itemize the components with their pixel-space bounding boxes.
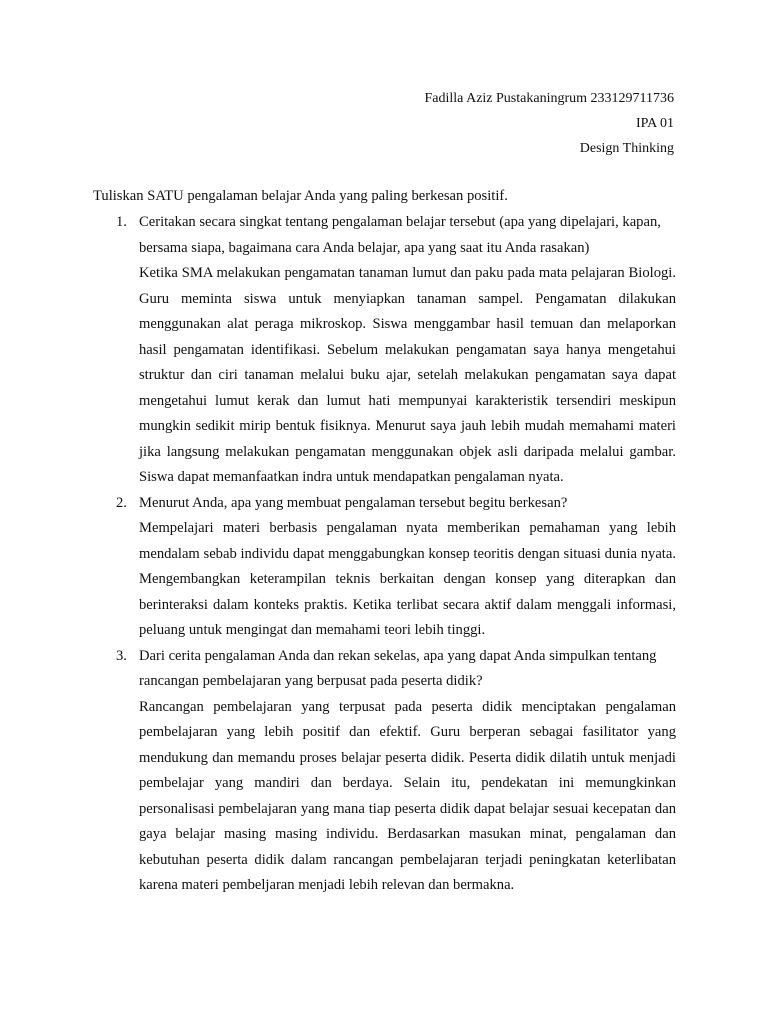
subject-line: Design Thinking bbox=[579, 141, 674, 156]
class-line: IPA 01 bbox=[635, 116, 674, 131]
author-line: Fadilla Aziz Pustakaningrum 233129711736 bbox=[424, 91, 674, 106]
item-question: Ceritakan secara singkat tentang pengalaman belajar tersebut (apa yang dipelajari, kapan, bersama siapa, bagaimana cara Anda belajar, apa yang saat itu Anda rasakan) bbox=[139, 214, 661, 256]
list-item bbox=[0, 210, 676, 491]
item-question: Menurut Anda, apa yang membuat pengalaman tersebut begitu berkesan? bbox=[139, 494, 568, 511]
numbered-list bbox=[0, 210, 768, 899]
item-answer: Rancangan pembelajaran yang terpusat pada peserta didik menciptakan pengalaman pembelajaran yang lebih positif dan efektif. Guru berperan sebagai fasilitator yang mendukung dan memandu proses belajar peserta didik. Peserta didik dilatih untuk menjadi pembelajar yang mandiri dan berdaya. Selain itu, pendekatan ini memungkinkan personalisasi pembelajaran yang mana tiap peserta didik dapat belajar sesuai kecepatan dan gaya belajar masing masing individu. Berdasarkan masukan minat, pengalaman dan kebutuhan peserta didik dalam rancangan pembelajaran terjadi peningkatan keterlibatan karena materi pembeljaran menjadi lebih relevan dan bermakna. bbox=[139, 698, 676, 893]
item-answer: Ketika SMA melakukan pengamatan tanaman lumut dan paku pada mata pelajaran Biologi. Guru meminta siswa untuk menyiapkan tanaman sampel. Pengamatan dilakukan menggunakan alat peraga mikroskop. Siswa menggambar hasil temuan dan melaporkan hasil pengamatan identifikasi. Sebelum melakukan pengamatan saya hanya mengetahui struktur dan ciri tanaman melalui buku ajar, setelah melakukan pengamatan saya dapat mengetahui lumut kerak dan lumut hati mempunyai karakteristik tersendiri meskipun mungkin sedikit mirip bentuk fisiknya. Menurut saya jauh lebih mudah memahami materi jika langsung melakukan pengamatan menggunakan objek asli daripada melalui gambar. Siswa dapat memanfaatkan indra untuk mendapatkan pengalaman nyata. bbox=[139, 265, 676, 485]
item-number: 1. bbox=[116, 214, 127, 230]
list-item bbox=[0, 491, 676, 644]
item-question: Dari cerita pengalaman Anda dan rekan sekelas, apa yang dapat Anda simpulkan tentang rancangan pembelajaran yang berpusat pada peserta didik? bbox=[139, 647, 657, 689]
item-number: 3. bbox=[116, 647, 127, 664]
instruction-text: Tuliskan SATU pengalaman belajar Anda yang paling berkesan positif. bbox=[93, 188, 508, 204]
document-header bbox=[424, 86, 674, 161]
item-number: 2. bbox=[116, 494, 127, 511]
list-item bbox=[0, 644, 676, 899]
item-answer: Mempelajari materi berbasis pengalaman nyata memberikan pemahaman yang lebih mendalam sebab individu dapat menggabungkan konsep teoritis dengan situasi dunia nyata. Mengembangkan keterampilan teknis berkaitan dengan konsep yang diterapkan dan berinteraksi dalam konteks praktis. Ketika terlibat secara aktif dalam menggali informasi, peluang untuk mengingat dan memahami teori lebih tinggi. bbox=[139, 520, 676, 638]
